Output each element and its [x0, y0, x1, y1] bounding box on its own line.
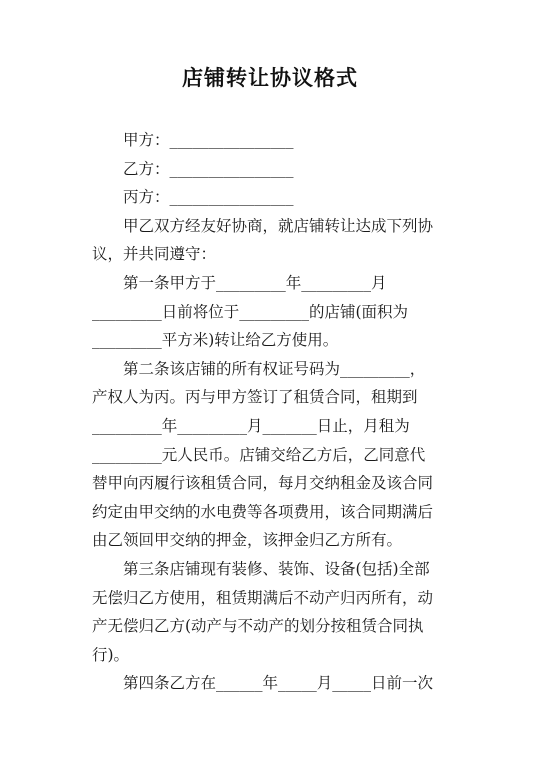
article-1-line: 第一条甲方于_________年_________月 [123, 273, 387, 292]
article-2-line: 产权人为丙。丙与甲方签订了租赁合同，租期到 [92, 388, 418, 407]
article-3-line: 产无偿归乙方(动产与不动产的划分按租赁合同执 [92, 617, 424, 636]
preamble-line: 议，并共同遵守： [92, 245, 217, 264]
article-1-line: _________平方米)转让给乙方使用。 [92, 331, 339, 350]
party-c-line: 丙方：________________ [123, 188, 294, 207]
article-2-line: _________元人民币。店铺交给乙方后，乙同意代 [92, 445, 426, 464]
article-4-line: 第四条乙方在______年_____月_____日前一次 [123, 674, 434, 693]
party-b-line: 乙方：________________ [123, 159, 294, 178]
document-body [92, 126, 454, 698]
article-2-line: _________年_________月_______日止，月租为 [92, 416, 410, 435]
article-3-line: 行)。 [92, 645, 130, 664]
article-2-line: 第二条该店铺的所有权证号码为_________， [123, 359, 426, 378]
article-2-line: 由乙领回甲交纳的押金，该押金归乙方所有。 [92, 531, 403, 550]
article-2-line: 替甲向丙履行该租赁合同，每月交纳租金及该合同 [92, 474, 434, 493]
article-3-line: 无偿归乙方使用，租赁期满后不动产归丙所有，动 [92, 588, 434, 607]
article-1-line: _________日前将位于_________的店铺(面积为 [92, 302, 409, 321]
preamble-line: 甲乙双方经友好协商，就店铺转让达成下列协 [123, 216, 434, 235]
party-a-line: 甲方：________________ [123, 131, 294, 149]
article-2-line: 约定由甲交纳的水电费等各项费用，该合同期满后 [92, 502, 434, 521]
document-title: 店铺转让协议格式 [182, 66, 358, 90]
article-3-line: 第三条店铺现有装修、装饰、设备(包括)全部 [123, 559, 430, 578]
